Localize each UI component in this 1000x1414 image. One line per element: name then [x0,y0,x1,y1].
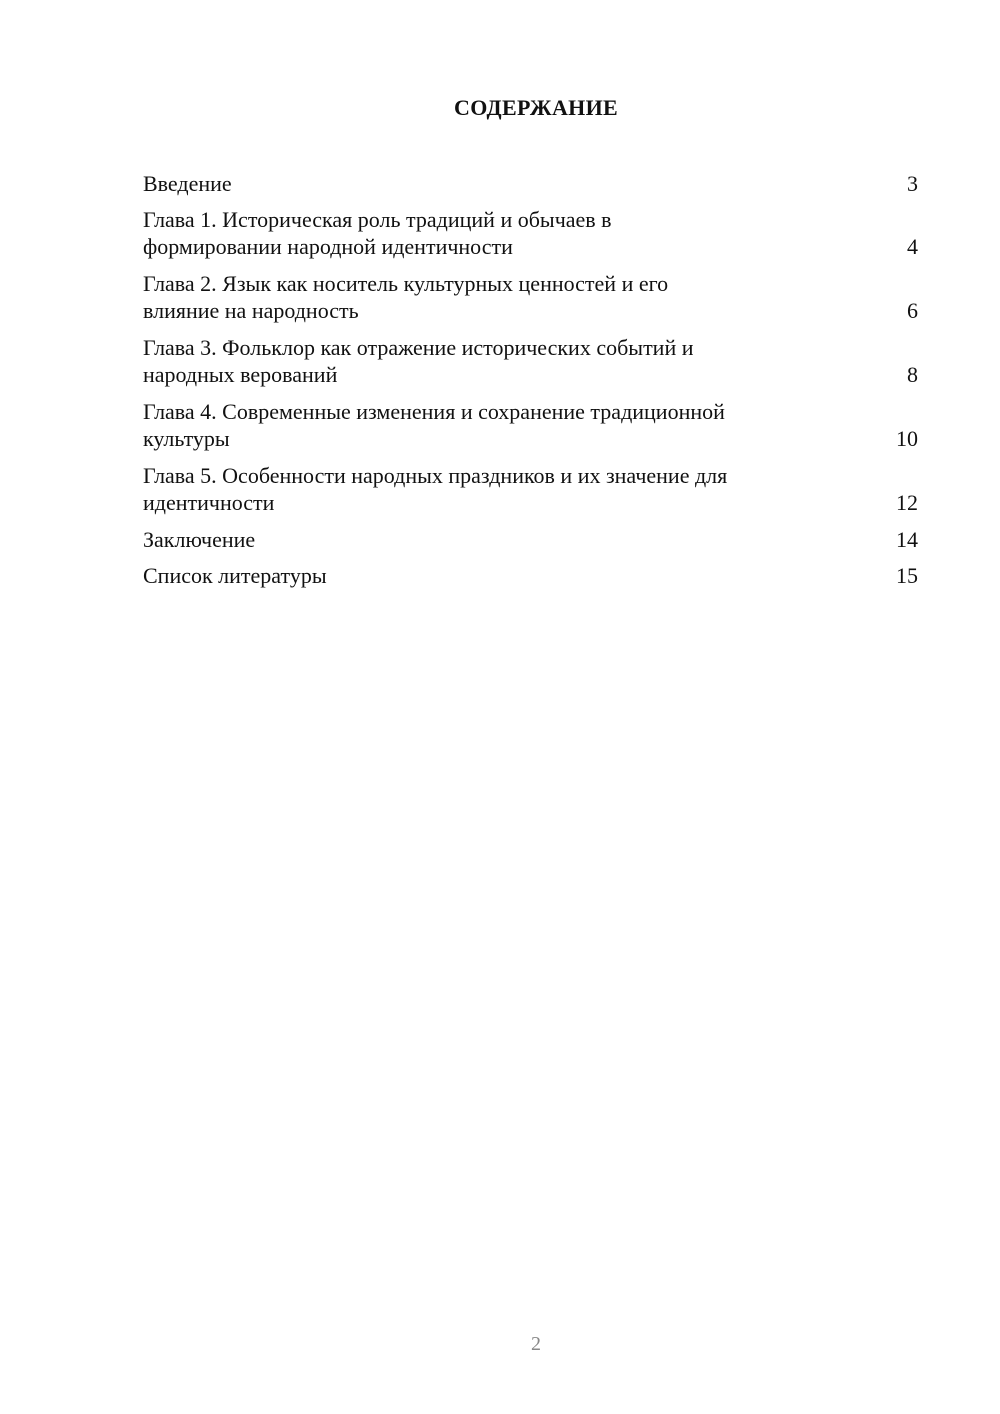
toc-entry-chapter-4 [143,398,918,452]
toc-entry-title [143,334,888,388]
toc-entry-page: 10 [896,426,918,451]
toc-entry-title-line: Глава 1. Историческая роль традиций и обычаев в [143,207,612,232]
toc-entry-introduction [143,170,918,197]
toc-entry-title-line: влияние на народность [143,298,359,323]
toc-entry-chapter-2 [143,270,918,324]
toc-entry-chapter-1 [143,206,918,260]
toc-entry-chapter-3 [143,334,918,388]
toc-entry-title-line: Глава 4. Современные изменения и сохранение традиционной [143,399,725,424]
toc-entry-page: 4 [907,234,918,259]
toc-entry-page: 14 [896,527,918,552]
toc-entry-page: 12 [896,490,918,515]
toc-entry-title [143,462,888,516]
toc-entry-references [143,562,918,589]
toc-heading: СОДЕРЖАНИЕ [454,95,618,120]
toc-entry-chapter-5 [143,462,918,516]
toc-entry-title [143,398,888,452]
table-of-contents [143,170,918,598]
toc-entry-title-line: формировании народной идентичности [143,234,513,259]
toc-entry-title-line: идентичности [143,490,275,515]
toc-entry-page: 6 [907,298,918,323]
toc-entry-page: 8 [907,362,918,387]
toc-entry-title-line: Глава 3. Фольклор как отражение исторических событий и [143,335,694,360]
toc-entry-title-line: Заключение [143,527,256,552]
toc-entry-page: 3 [907,171,918,196]
page-number: 2 [531,1333,541,1355]
toc-entry-title-line: народных верований [143,362,338,387]
toc-entry-title [143,270,888,324]
toc-entry-title-line: Глава 2. Язык как носитель культурных ценностей и его [143,271,669,296]
toc-entry-title [143,206,888,260]
toc-entry-title [143,526,888,553]
toc-entry-conclusion [143,526,918,553]
toc-entry-title-line: Глава 5. Особенности народных праздников и их значение для [143,463,728,488]
toc-entry-title [143,562,888,589]
toc-entry-title-line: культуры [143,426,230,451]
toc-entry-title [143,170,888,197]
toc-entry-page: 15 [896,563,918,588]
toc-entry-title-line: Список литературы [143,563,327,588]
toc-entry-title-line: Введение [143,171,232,196]
